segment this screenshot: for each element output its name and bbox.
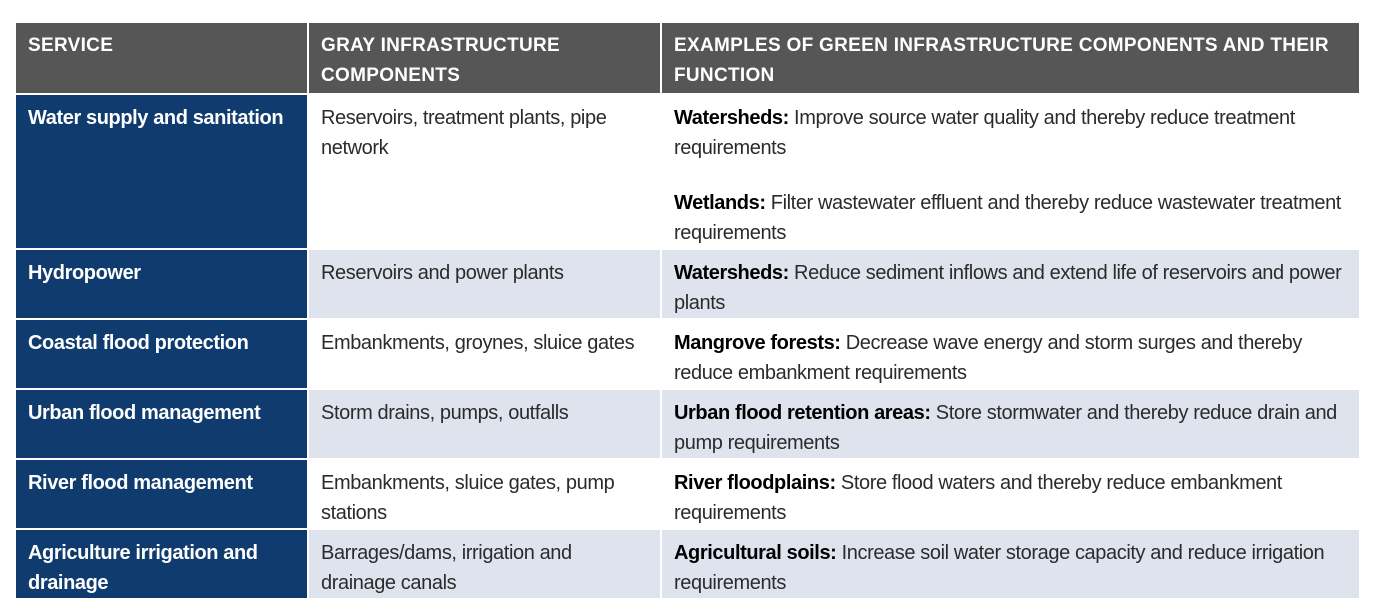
table-row — [16, 248, 1359, 318]
green-term: Watersheds: — [674, 107, 789, 129]
green-item — [674, 103, 1349, 163]
service-cell: River flood management — [16, 460, 307, 528]
green-text: Filter wastewater effluent and thereby reduce wastewater treatment requirements — [674, 192, 1341, 244]
green-text: Decrease wave energy and storm surges and thereby reduce embankment requirements — [674, 332, 1302, 384]
table-row — [16, 318, 1359, 388]
green-item — [674, 328, 1349, 388]
gray-cell: Barrages/dams, irrigation and drainage canals — [307, 530, 660, 598]
green-term: Urban flood retention areas: — [674, 402, 931, 424]
gray-cell: Embankments, sluice gates, pump stations — [307, 460, 660, 528]
infrastructure-table — [16, 23, 1359, 598]
green-cell — [660, 95, 1359, 248]
green-cell — [660, 460, 1359, 528]
service-cell: Urban flood management — [16, 390, 307, 458]
table-row — [16, 458, 1359, 528]
green-term: River floodplains: — [674, 472, 836, 494]
green-text: Store flood waters and thereby reduce embankment requirements — [674, 472, 1282, 524]
green-item — [674, 258, 1349, 318]
service-cell: Hydropower — [16, 250, 307, 318]
table-row — [16, 388, 1359, 458]
green-item — [674, 538, 1349, 598]
green-term: Mangrove forests: — [674, 332, 841, 354]
green-term: Watersheds: — [674, 262, 789, 284]
gray-cell: Embankments, groynes, sluice gates — [307, 320, 660, 388]
green-cell — [660, 320, 1359, 388]
green-term: Agricultural soils: — [674, 542, 837, 564]
green-item — [674, 398, 1349, 458]
service-cell: Coastal flood protection — [16, 320, 307, 388]
service-cell: Water supply and sanitation — [16, 95, 307, 248]
service-cell: Agriculture irrigation and drainage — [16, 530, 307, 598]
green-text: Reduce sediment inflows and extend life of reservoirs and power plants — [674, 262, 1342, 314]
header-green: EXAMPLES OF GREEN INFRASTRUCTURE COMPONENTS AND THEIR FUNCTION — [660, 23, 1359, 93]
green-text: Increase soil water storage capacity and reduce irrigation requirements — [674, 542, 1325, 594]
green-cell — [660, 530, 1359, 598]
gray-cell: Reservoirs and power plants — [307, 250, 660, 318]
header-service: SERVICE — [16, 23, 307, 93]
table-row — [16, 93, 1359, 248]
green-term: Wetlands: — [674, 192, 766, 214]
green-cell — [660, 250, 1359, 318]
green-text: Store stormwater and thereby reduce drain and pump requirements — [674, 402, 1337, 454]
gray-cell: Reservoirs, treatment plants, pipe network — [307, 95, 660, 248]
green-cell — [660, 390, 1359, 458]
gray-cell: Storm drains, pumps, outfalls — [307, 390, 660, 458]
green-item — [674, 188, 1349, 248]
green-text: Improve source water quality and thereby reduce treatment requirements — [674, 107, 1295, 159]
header-gray: GRAY INFRASTRUCTURE COMPONENTS — [307, 23, 660, 93]
table-header-row — [16, 23, 1359, 93]
green-item — [674, 468, 1349, 528]
table-row — [16, 528, 1359, 598]
